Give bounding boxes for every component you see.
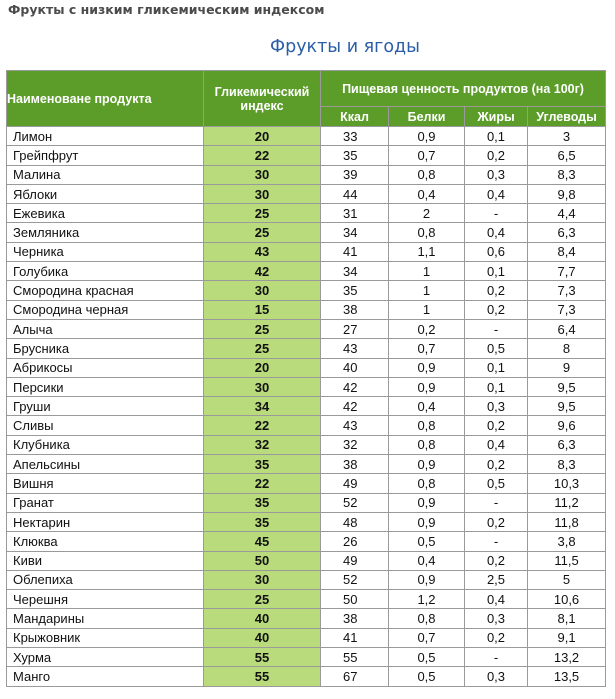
cell-carbs: 4,4 <box>528 204 606 223</box>
cell-carbs: 11,8 <box>528 512 606 531</box>
table-row <box>7 455 606 474</box>
cell-glycemic-index: 22 <box>204 474 321 493</box>
cell-fat: 0,2 <box>465 551 528 570</box>
cell-glycemic-index: 30 <box>204 377 321 396</box>
header-fat: Жиры <box>465 107 528 127</box>
cell-kcal: 44 <box>321 184 389 203</box>
cell-protein: 1 <box>389 262 465 281</box>
cell-fat: 0,4 <box>465 590 528 609</box>
table-row <box>7 609 606 628</box>
table-row <box>7 474 606 493</box>
cell-glycemic-index: 25 <box>204 590 321 609</box>
cell-product-name: Клубника <box>7 435 204 454</box>
cell-product-name: Ежевика <box>7 204 204 223</box>
cell-kcal: 33 <box>321 127 389 146</box>
header-product-name: Наименоване продукта <box>7 71 204 127</box>
cell-protein: 0,7 <box>389 339 465 358</box>
cell-kcal: 38 <box>321 609 389 628</box>
table-row <box>7 242 606 261</box>
cell-fat: 0,2 <box>465 455 528 474</box>
cell-glycemic-index: 25 <box>204 339 321 358</box>
cell-fat: 0,1 <box>465 358 528 377</box>
table-row <box>7 667 606 686</box>
cell-product-name: Лимон <box>7 127 204 146</box>
cell-fat: 0,4 <box>465 184 528 203</box>
cell-product-name: Хурма <box>7 648 204 667</box>
cell-carbs: 7,7 <box>528 262 606 281</box>
table-row <box>7 493 606 512</box>
cell-protein: 0,5 <box>389 667 465 686</box>
section-title: Фрукты и ягоды <box>270 37 420 57</box>
cell-carbs: 9,5 <box>528 377 606 396</box>
cell-kcal: 31 <box>321 204 389 223</box>
cell-carbs: 8,4 <box>528 242 606 261</box>
table-row <box>7 319 606 338</box>
cell-carbs: 6,5 <box>528 146 606 165</box>
cell-fat: 0,4 <box>465 435 528 454</box>
cell-kcal: 39 <box>321 165 389 184</box>
cell-fat: - <box>465 493 528 512</box>
cell-fat: 0,5 <box>465 339 528 358</box>
cell-kcal: 38 <box>321 455 389 474</box>
table-row <box>7 551 606 570</box>
table-row <box>7 300 606 319</box>
cell-kcal: 38 <box>321 300 389 319</box>
cell-product-name: Черешня <box>7 590 204 609</box>
table-row <box>7 184 606 203</box>
cell-kcal: 49 <box>321 551 389 570</box>
cell-protein: 2 <box>389 204 465 223</box>
cell-fat: - <box>465 532 528 551</box>
header-carbs: Углеводы <box>528 107 606 127</box>
table-row <box>7 590 606 609</box>
cell-glycemic-index: 35 <box>204 493 321 512</box>
header-protein: Белки <box>389 107 465 127</box>
cell-fat: 0,1 <box>465 377 528 396</box>
table-row <box>7 358 606 377</box>
cell-kcal: 27 <box>321 319 389 338</box>
table-row <box>7 532 606 551</box>
cell-protein: 0,8 <box>389 474 465 493</box>
cell-glycemic-index: 30 <box>204 184 321 203</box>
cell-carbs: 10,6 <box>528 590 606 609</box>
table-row <box>7 512 606 531</box>
cell-carbs: 11,5 <box>528 551 606 570</box>
cell-carbs: 8,3 <box>528 455 606 474</box>
cell-glycemic-index: 32 <box>204 435 321 454</box>
cell-glycemic-index: 30 <box>204 570 321 589</box>
cell-protein: 0,9 <box>389 570 465 589</box>
cell-kcal: 43 <box>321 416 389 435</box>
cell-carbs: 7,3 <box>528 300 606 319</box>
cell-glycemic-index: 55 <box>204 667 321 686</box>
table-row <box>7 339 606 358</box>
cell-glycemic-index: 22 <box>204 416 321 435</box>
table-row <box>7 146 606 165</box>
cell-glycemic-index: 25 <box>204 223 321 242</box>
cell-fat: 0,2 <box>465 512 528 531</box>
cell-protein: 0,8 <box>389 223 465 242</box>
cell-kcal: 32 <box>321 435 389 454</box>
cell-product-name: Смородина черная <box>7 300 204 319</box>
cell-product-name: Киви <box>7 551 204 570</box>
table-row <box>7 377 606 396</box>
cell-product-name: Брусника <box>7 339 204 358</box>
cell-glycemic-index: 34 <box>204 397 321 416</box>
cell-glycemic-index: 40 <box>204 609 321 628</box>
header-glycemic-index: Гликемический индекс <box>204 71 321 127</box>
table-row <box>7 570 606 589</box>
cell-carbs: 9 <box>528 358 606 377</box>
cell-product-name: Груши <box>7 397 204 416</box>
cell-product-name: Земляника <box>7 223 204 242</box>
cell-fat: 0,2 <box>465 628 528 647</box>
cell-glycemic-index: 25 <box>204 319 321 338</box>
cell-product-name: Манго <box>7 667 204 686</box>
cell-carbs: 6,4 <box>528 319 606 338</box>
cell-protein: 0,8 <box>389 416 465 435</box>
cell-fat: 0,3 <box>465 667 528 686</box>
cell-glycemic-index: 55 <box>204 648 321 667</box>
cell-kcal: 35 <box>321 281 389 300</box>
table-body <box>7 127 606 687</box>
cell-glycemic-index: 30 <box>204 281 321 300</box>
cell-carbs: 9,6 <box>528 416 606 435</box>
cell-product-name: Алыча <box>7 319 204 338</box>
table-row <box>7 416 606 435</box>
cell-protein: 0,7 <box>389 628 465 647</box>
cell-carbs: 9,8 <box>528 184 606 203</box>
cell-product-name: Мандарины <box>7 609 204 628</box>
cell-protein: 1,2 <box>389 590 465 609</box>
cell-carbs: 3,8 <box>528 532 606 551</box>
cell-carbs: 6,3 <box>528 223 606 242</box>
cell-protein: 0,5 <box>389 648 465 667</box>
cell-product-name: Яблоки <box>7 184 204 203</box>
cell-kcal: 42 <box>321 377 389 396</box>
cell-product-name: Гранат <box>7 493 204 512</box>
cell-product-name: Клюква <box>7 532 204 551</box>
cell-product-name: Малина <box>7 165 204 184</box>
cell-product-name: Персики <box>7 377 204 396</box>
cell-protein: 0,9 <box>389 127 465 146</box>
cell-protein: 0,9 <box>389 455 465 474</box>
cell-glycemic-index: 45 <box>204 532 321 551</box>
cell-protein: 0,8 <box>389 435 465 454</box>
cell-glycemic-index: 25 <box>204 204 321 223</box>
cell-fat: 0,2 <box>465 300 528 319</box>
cell-protein: 0,9 <box>389 358 465 377</box>
cell-fat: 0,5 <box>465 474 528 493</box>
table-row <box>7 281 606 300</box>
cell-kcal: 41 <box>321 628 389 647</box>
cell-fat: 2,5 <box>465 570 528 589</box>
cell-glycemic-index: 43 <box>204 242 321 261</box>
cell-glycemic-index: 15 <box>204 300 321 319</box>
cell-fat: 0,2 <box>465 146 528 165</box>
cell-fat: - <box>465 204 528 223</box>
cell-carbs: 3 <box>528 127 606 146</box>
cell-glycemic-index: 35 <box>204 455 321 474</box>
gi-food-table <box>6 70 606 687</box>
table-row <box>7 165 606 184</box>
cell-kcal: 55 <box>321 648 389 667</box>
cell-carbs: 8 <box>528 339 606 358</box>
cell-protein: 0,5 <box>389 532 465 551</box>
cell-product-name: Голубика <box>7 262 204 281</box>
cell-kcal: 42 <box>321 397 389 416</box>
cell-carbs: 6,3 <box>528 435 606 454</box>
cell-kcal: 52 <box>321 570 389 589</box>
cell-protein: 0,7 <box>389 146 465 165</box>
cell-fat: 0,3 <box>465 165 528 184</box>
cell-carbs: 10,3 <box>528 474 606 493</box>
page-heading: Фрукты с низким гликемическим индексом <box>8 2 325 17</box>
cell-product-name: Черника <box>7 242 204 261</box>
cell-protein: 0,9 <box>389 493 465 512</box>
cell-carbs: 13,2 <box>528 648 606 667</box>
cell-product-name: Вишня <box>7 474 204 493</box>
cell-kcal: 50 <box>321 590 389 609</box>
cell-kcal: 43 <box>321 339 389 358</box>
cell-protein: 0,9 <box>389 512 465 531</box>
cell-protein: 0,4 <box>389 397 465 416</box>
cell-protein: 0,2 <box>389 319 465 338</box>
cell-fat: 0,2 <box>465 416 528 435</box>
cell-protein: 1 <box>389 281 465 300</box>
cell-fat: 0,1 <box>465 127 528 146</box>
cell-product-name: Смородина красная <box>7 281 204 300</box>
table-row <box>7 435 606 454</box>
cell-fat: - <box>465 648 528 667</box>
cell-carbs: 8,1 <box>528 609 606 628</box>
cell-kcal: 34 <box>321 223 389 242</box>
cell-kcal: 35 <box>321 146 389 165</box>
cell-glycemic-index: 35 <box>204 512 321 531</box>
cell-kcal: 48 <box>321 512 389 531</box>
table-row <box>7 397 606 416</box>
cell-fat: 0,4 <box>465 223 528 242</box>
cell-product-name: Нектарин <box>7 512 204 531</box>
cell-glycemic-index: 42 <box>204 262 321 281</box>
cell-fat: 0,6 <box>465 242 528 261</box>
cell-product-name: Сливы <box>7 416 204 435</box>
cell-protein: 0,9 <box>389 377 465 396</box>
cell-protein: 0,8 <box>389 609 465 628</box>
cell-carbs: 11,2 <box>528 493 606 512</box>
cell-product-name: Грейпфрут <box>7 146 204 165</box>
cell-product-name: Крыжовник <box>7 628 204 647</box>
cell-kcal: 49 <box>321 474 389 493</box>
cell-glycemic-index: 50 <box>204 551 321 570</box>
cell-product-name: Абрикосы <box>7 358 204 377</box>
table-row <box>7 648 606 667</box>
cell-protein: 1 <box>389 300 465 319</box>
cell-product-name: Облепиха <box>7 570 204 589</box>
cell-carbs: 8,3 <box>528 165 606 184</box>
cell-carbs: 9,5 <box>528 397 606 416</box>
cell-glycemic-index: 20 <box>204 358 321 377</box>
table-row <box>7 628 606 647</box>
cell-fat: 0,2 <box>465 281 528 300</box>
cell-product-name: Апельсины <box>7 455 204 474</box>
header-nutrition-group: Пищевая ценность продуктов (на 100г) <box>321 71 606 107</box>
cell-fat: 0,3 <box>465 609 528 628</box>
cell-fat: - <box>465 319 528 338</box>
cell-kcal: 52 <box>321 493 389 512</box>
table-row <box>7 204 606 223</box>
cell-kcal: 67 <box>321 667 389 686</box>
cell-glycemic-index: 20 <box>204 127 321 146</box>
cell-carbs: 9,1 <box>528 628 606 647</box>
cell-glycemic-index: 22 <box>204 146 321 165</box>
cell-carbs: 7,3 <box>528 281 606 300</box>
header-kcal: Ккал <box>321 107 389 127</box>
cell-fat: 0,3 <box>465 397 528 416</box>
cell-glycemic-index: 40 <box>204 628 321 647</box>
table-row <box>7 223 606 242</box>
cell-carbs: 13,5 <box>528 667 606 686</box>
cell-protein: 0,4 <box>389 551 465 570</box>
cell-kcal: 40 <box>321 358 389 377</box>
table-row <box>7 127 606 146</box>
cell-protein: 0,8 <box>389 165 465 184</box>
cell-carbs: 5 <box>528 570 606 589</box>
cell-kcal: 41 <box>321 242 389 261</box>
cell-glycemic-index: 30 <box>204 165 321 184</box>
cell-protein: 1,1 <box>389 242 465 261</box>
cell-protein: 0,4 <box>389 184 465 203</box>
cell-kcal: 26 <box>321 532 389 551</box>
cell-fat: 0,1 <box>465 262 528 281</box>
table-row <box>7 262 606 281</box>
cell-kcal: 34 <box>321 262 389 281</box>
